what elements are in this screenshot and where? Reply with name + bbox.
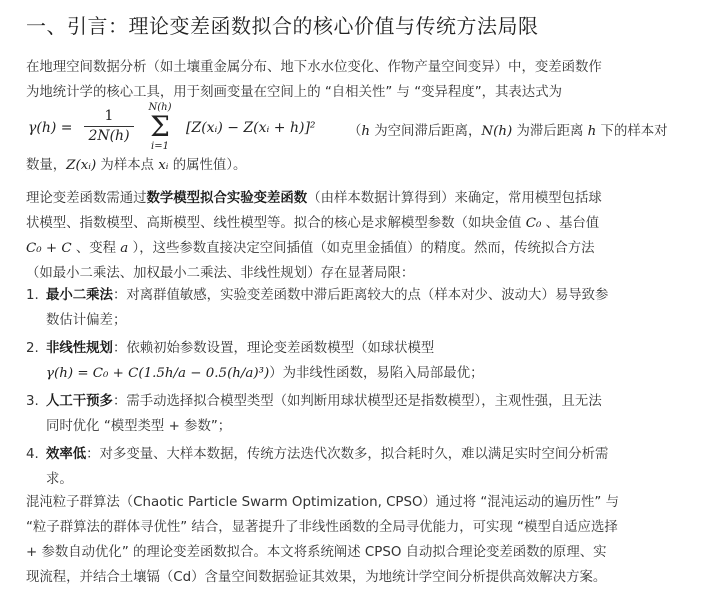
p2-text-6: ），这些参数直接决定空间插值（如克里金插值）的精度。然而，传统拟合方法 bbox=[128, 241, 595, 256]
tail-xi: xᵢ bbox=[158, 158, 169, 173]
list-item-text: ：依赖初始参数设置，理论变差函数模型（如球状模型 bbox=[112, 341, 435, 356]
list-item-text: ：需手动选择拟合模型类型（如判断用球状模型还是指数模型），主观性强，且无法 bbox=[112, 394, 602, 409]
p2-range: a bbox=[120, 241, 129, 256]
p2-c0: C₀ bbox=[525, 216, 542, 231]
sum-symbol: Σ bbox=[150, 110, 170, 143]
list-item-text: ：对离群值敏感，实验变差函数中滞后距离较大的点（样本对少、波动大）易导致参 bbox=[112, 288, 609, 303]
formula-tail bbox=[26, 153, 688, 178]
intro-line-1: 在地理空间数据分析（如土壤重金属分布、地下水水位变化、作物产量空间变异）中，变差函数作 bbox=[26, 60, 602, 75]
section-heading: 一、引言：理论变差函数拟合的核心价值与传统方法局限 bbox=[26, 14, 539, 38]
models-paragraph bbox=[26, 186, 688, 286]
note-text-2: 为滞后距离 bbox=[512, 124, 588, 139]
list-item bbox=[26, 389, 688, 439]
note-open: （ bbox=[348, 124, 362, 139]
closing-line-3: + 参数自动优化” 的理论变差函数拟合。本文将系统阐述 CPSO 自动拟合理论变差函数的原理、实 bbox=[26, 545, 607, 560]
closing-line-4: 现流程，并结合土壤镉（Cd）含量空间数据验证其效果，为地统计学空间分析提供高效解决方案。 bbox=[26, 570, 607, 585]
list-number: 3. bbox=[26, 394, 39, 409]
tail-text-2: 为样本点 bbox=[96, 158, 159, 173]
variogram-formula bbox=[28, 102, 698, 158]
list-number: 2. bbox=[26, 341, 39, 356]
sum-lower-limit: i=1 bbox=[151, 141, 169, 152]
p2-text-1: 理论变差函数需通过 bbox=[26, 191, 147, 206]
intro-paragraph bbox=[26, 55, 688, 105]
list-item-text-2: 数估计偏差； bbox=[46, 313, 127, 328]
tail-text-3: 的属性值）。 bbox=[168, 158, 247, 173]
list-item-text-2: 同时优化 “模型类型 + 参数”； bbox=[46, 419, 232, 434]
list-item-title: 非线性规划 bbox=[46, 341, 113, 356]
p2-text-4: 、基台值 bbox=[541, 216, 600, 231]
p2-text-7: （如最小二乘法、加权最小二乘法、非线性规划）存在显著局限： bbox=[26, 266, 415, 281]
list-item-text-2: 求。 bbox=[46, 472, 73, 487]
list-item bbox=[26, 442, 688, 492]
list-item-title: 最小二乘法 bbox=[46, 288, 113, 303]
note-h: h bbox=[361, 124, 371, 139]
p2-text-2: （由样本数据计算得到）来确定，常用模型包括球 bbox=[307, 191, 602, 206]
intro-line-2: 为地统计学的核心工具，用于刻画变量在空间上的 “自相关性” 与 “变异程度”，其表达式为 bbox=[26, 85, 562, 100]
p2-sill: C₀ + C bbox=[26, 241, 72, 256]
closing-line-1: 混沌粒子群算法（Chaotic Particle Swarm Optimization, CPSO）通过将 “混沌运动的遍历性” 与 bbox=[26, 495, 620, 510]
fraction-bar bbox=[84, 126, 134, 127]
note-text-3: 下的样本对 bbox=[596, 124, 668, 139]
limitations-list bbox=[26, 283, 688, 492]
tail-zx: Z(xᵢ) bbox=[66, 158, 97, 173]
summation bbox=[140, 102, 180, 152]
spherical-model-formula: γ(h) = C₀ + C(1.5h/a − 0.5(h/a)³) bbox=[46, 366, 270, 381]
closing-line-2: “粒子群算法的群体寻优性” 结合，显著提升了非线性函数的全局寻优能力，可实现 “模型自适应选择 bbox=[26, 520, 618, 535]
formula-note bbox=[348, 120, 668, 139]
p2-text-3: 状模型、指数模型、高斯模型、线性模型等。拟合的核心是求解模型参数（如块金值 bbox=[26, 216, 526, 231]
formula-lhs: γ(h) = bbox=[28, 120, 73, 136]
note-nh: N(h) bbox=[481, 124, 513, 139]
formula-fraction bbox=[84, 108, 134, 145]
list-number: 1. bbox=[26, 288, 39, 303]
p2-text-5: 、变程 bbox=[71, 241, 121, 256]
p2-bold-term: 数学模型拟合实验变差函数 bbox=[146, 191, 308, 206]
formula-body: [Z(xᵢ) − Z(xᵢ + h)]² bbox=[186, 120, 316, 136]
list-number: 4. bbox=[26, 447, 39, 462]
list-item-title: 效率低 bbox=[46, 447, 87, 462]
sum-upper-limit: N(h) bbox=[148, 102, 172, 113]
fraction-denominator: 2N(h) bbox=[88, 128, 130, 144]
fraction-numerator: 1 bbox=[104, 108, 114, 124]
list-item-text: ：对多变量、大样本数据，传统方法迭代次数多，拟合耗时久，难以满足实时空间分析需 bbox=[86, 447, 609, 462]
list-item bbox=[26, 283, 688, 333]
list-item-title: 人工干预多 bbox=[46, 394, 113, 409]
list-item bbox=[26, 336, 688, 386]
tail-text-1: 数量， bbox=[26, 158, 67, 173]
note-text-1: 为空间滞后距离， bbox=[370, 124, 482, 139]
closing-paragraph bbox=[26, 490, 688, 590]
list-item-text-2: ）为非线性函数，易陷入局部最优； bbox=[269, 366, 484, 381]
note-h2: h bbox=[587, 124, 597, 139]
